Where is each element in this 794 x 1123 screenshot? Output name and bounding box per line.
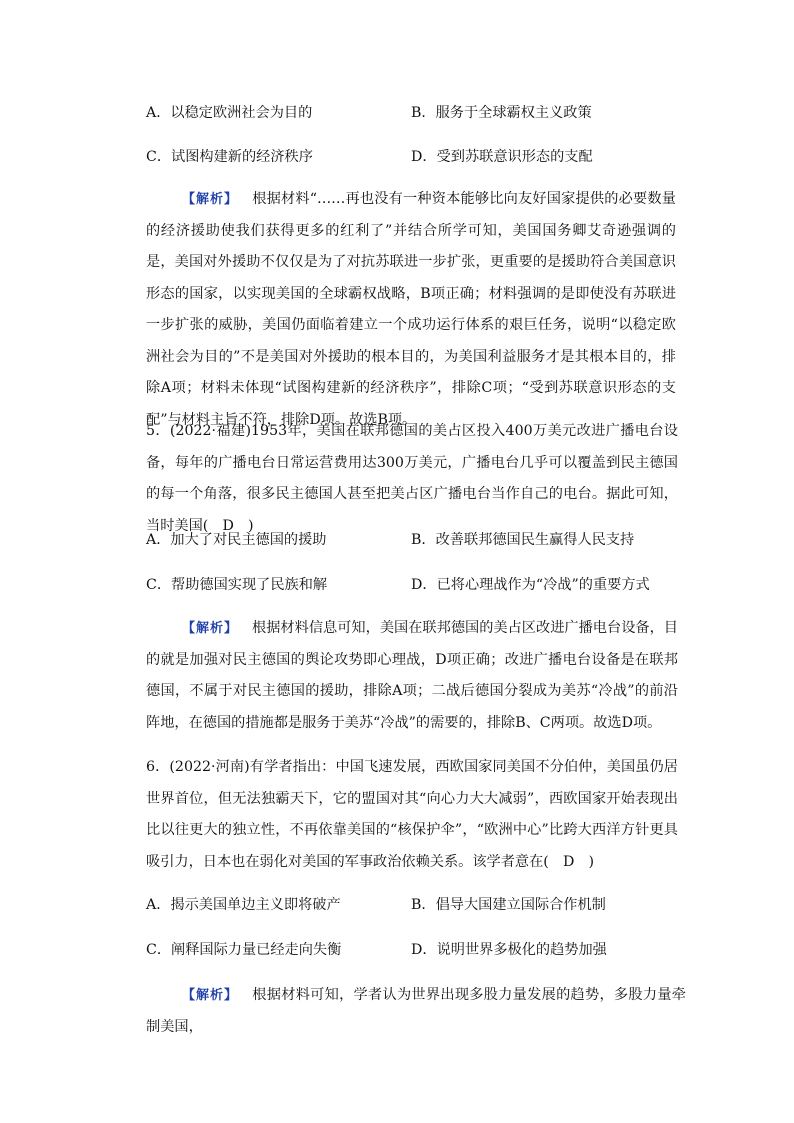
- q6-stem: 6．(2022·河南)有学者指出：中国飞速发展，西欧国家同美国不分伯仲，美国虽仍居世界首位，但无法独霸天下，它的盟国对其“向心力大大减弱”，西欧国家开始表现出比以往更大的独立性，不再依靠美国的“核保护伞”，“欧洲中心”比跨大西洋方针更具吸引力，日本也在弱化对美国的军事政治依赖关系。该学者意在( D ): [146, 759, 678, 870]
- q4-option-c: C．试图构建新的经济秩序: [146, 149, 313, 165]
- q4-option-d: D．受到苏联意识形态的支配: [411, 149, 593, 165]
- q5-option-d: D．已将心理战作为“冷战”的重要方式: [411, 577, 650, 593]
- analysis-tag: 【解析】: [182, 988, 239, 1003]
- q6-option-d: D．说明世界多极化的趋势加强: [411, 942, 607, 958]
- q5-stem: 5．(2022·福建)1953年，美国在联邦德国的美占区投入400万美元改进广播电台设备，每年的广播电台日常运营费用达300万美元，广播电台几乎可以覆盖到民主德国的每一个角落，很多民主德国人甚至把美占区广播电台当作自己的电台。据此可知，当时美国( D ): [146, 423, 678, 534]
- q5-option-c: C．帮助德国实现了民族和解: [146, 577, 328, 593]
- q6-option-b: B．倡导大国建立国际合作机制: [411, 897, 606, 913]
- q5-option-a: A．加大了对民主德国的援助: [146, 532, 327, 548]
- q5-analysis-text: 根据材料信息可知，美国在联邦德国的美占区改进广播电台设备，目的就是加强对民主德国的舆论攻势即心理战，D项正确；改进广播电台设备是在联邦德国，不属于对民主德国的援助，排除A项；二战后德国分裂成为美苏“冷战”的前沿阵地，在德国的措施都是服务于美苏“冷战”的需要的，排除B、C两项。故选D项。: [146, 620, 678, 731]
- q5-option-b: B．改善联邦德国民生赢得人民支持: [411, 532, 635, 548]
- analysis-tag: 【解析】: [182, 621, 239, 636]
- q6-analysis: [146, 980, 686, 1043]
- q4-option-a: A．以稳定欧洲社会为目的: [146, 105, 313, 121]
- q4-option-b: B．服务于全球霸权主义政策: [411, 105, 592, 121]
- q6-option-c: C．阐释国际力量已经走向失衡: [146, 942, 342, 958]
- q5-analysis: [146, 613, 678, 739]
- analysis-tag: 【解析】: [182, 192, 239, 207]
- q6-option-a: A．揭示美国单边主义即将破产: [146, 897, 341, 913]
- q6-analysis-text: 根据材料可知，学者认为世界出现多股力量发展的趋势，多股力量牵制美国，: [146, 987, 686, 1035]
- q4-analysis-text: 根据材料“……再也没有一种资本能够比向友好国家提供的必要数量的经济援助使我们获得更多的红利了”并结合所学可知，美国国务卿艾奇逊强调的是，美国对外援助不仅仅是为了对抗苏联进一步扩张，更重要的是援助符合美国意识形态的国家，以实现美国的全球霸权战略，B项正确；材料强调的是即使没有苏联进一步扩张的威胁，美国仍面临着建立一个成功运行体系的艰巨任务，说明“以稳定欧洲社会为目的”不是美国对外援助的根本目的，为美国利益服务才是其根本目的，排除A项；材料未体现“试图构建新的经济秩序”，排除C项；“受到苏联意识形态的支配”与材料主旨不符，排除D项。故选B项。: [146, 191, 676, 428]
- q4-analysis: [146, 184, 676, 436]
